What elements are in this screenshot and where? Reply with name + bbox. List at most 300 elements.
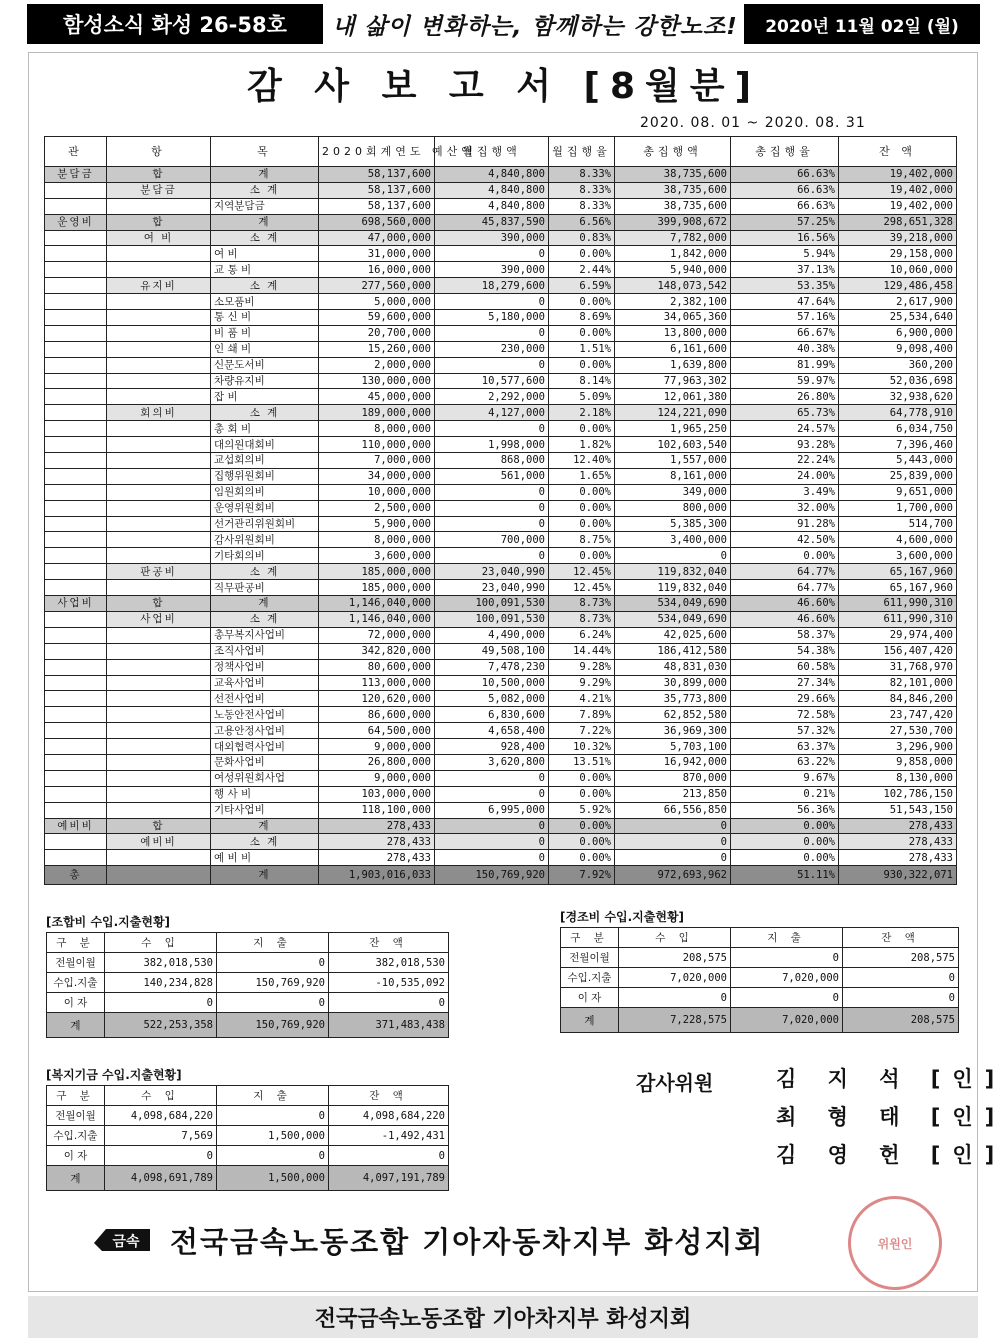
- table-cell: 277,560,000: [319, 278, 435, 294]
- table-cell: 0: [329, 993, 449, 1013]
- table-cell: 계: [211, 214, 319, 230]
- table-cell: 1.82%: [549, 437, 615, 453]
- table-cell: 8,130,000: [839, 770, 957, 786]
- table-cell: 0: [435, 850, 549, 866]
- table-cell: 8.33%: [549, 198, 615, 214]
- subtotal-row: [45, 230, 957, 246]
- table-cell: 57.16%: [731, 310, 839, 326]
- table-cell: 534,049,690: [615, 611, 731, 627]
- table-row: [45, 389, 957, 405]
- table-cell: 5.92%: [549, 802, 615, 818]
- table-row: [45, 373, 957, 389]
- table-cell: 5,385,300: [615, 516, 731, 532]
- table-cell: 6,830,600: [435, 707, 549, 723]
- table-cell: 72,000,000: [319, 627, 435, 643]
- column-header: 구 분: [47, 933, 105, 953]
- table-cell: 32,938,620: [839, 389, 957, 405]
- column-header: 월집행액: [435, 137, 549, 167]
- table-cell: 2,000,000: [319, 357, 435, 373]
- table-cell: 3,620,800: [435, 754, 549, 770]
- table-cell: 0: [731, 988, 843, 1008]
- table-cell: 119,832,040: [615, 580, 731, 596]
- table-cell: 102,786,150: [839, 786, 957, 802]
- table-cell: 0.00%: [549, 500, 615, 516]
- auditor-name: 김 영 헌 [인]: [776, 1143, 1007, 1167]
- table-cell: 문화사업비: [211, 754, 319, 770]
- table-cell: [45, 532, 107, 548]
- table-cell: 58,137,600: [319, 167, 435, 183]
- table-cell: 7,396,460: [839, 437, 957, 453]
- table-cell: 278,433: [839, 818, 957, 834]
- table-cell: [45, 373, 107, 389]
- table-cell: 차량유지비: [211, 373, 319, 389]
- table-cell: 계: [47, 1166, 105, 1191]
- table-cell: 이 자: [47, 1146, 105, 1166]
- table-cell: 189,000,000: [319, 405, 435, 421]
- table-cell: 0: [615, 850, 731, 866]
- table-cell: 38,735,600: [615, 182, 731, 198]
- table-row: [45, 198, 957, 214]
- table-cell: [107, 627, 211, 643]
- table-cell: [45, 627, 107, 643]
- table-cell: [45, 294, 107, 310]
- table-cell: [107, 437, 211, 453]
- grand-total-row: [45, 866, 957, 885]
- table-cell: 100,091,530: [435, 596, 549, 612]
- table-cell: 1,146,040,000: [319, 611, 435, 627]
- table-cell: 0: [435, 818, 549, 834]
- table-cell: 교육사업비: [211, 675, 319, 691]
- table-row: [45, 325, 957, 341]
- table-row: [47, 1013, 449, 1038]
- table-cell: 119,832,040: [615, 564, 731, 580]
- table-cell: [107, 294, 211, 310]
- table-cell: 1,146,040,000: [319, 596, 435, 612]
- table-cell: [107, 850, 211, 866]
- table-cell: 64.77%: [731, 564, 839, 580]
- table-cell: 0.00%: [731, 548, 839, 564]
- table-cell: 4,840,800: [435, 198, 549, 214]
- table-cell: 8,000,000: [319, 421, 435, 437]
- table-cell: 운영비: [45, 214, 107, 230]
- table-cell: 561,000: [435, 468, 549, 484]
- table-cell: 57.25%: [731, 214, 839, 230]
- subtotal-row: [45, 405, 957, 421]
- column-header: 총집행율: [731, 137, 839, 167]
- table-cell: 51,543,150: [839, 802, 957, 818]
- table-cell: 소 계: [211, 278, 319, 294]
- table-row: [47, 993, 449, 1013]
- table-cell: [107, 691, 211, 707]
- table-cell: 기타회의비: [211, 548, 319, 564]
- table-cell: 8.14%: [549, 373, 615, 389]
- table-cell: 계: [211, 866, 319, 885]
- table-cell: 700,000: [435, 532, 549, 548]
- table-row: [45, 516, 957, 532]
- table-cell: 18,279,600: [435, 278, 549, 294]
- table-cell: 9.28%: [549, 659, 615, 675]
- table-row: [45, 580, 957, 596]
- table-row: [45, 723, 957, 739]
- table-cell: [45, 723, 107, 739]
- table-cell: 514,700: [839, 516, 957, 532]
- issue-date: 2020년 11월 02일 (월): [744, 4, 980, 44]
- table-cell: 0.00%: [549, 850, 615, 866]
- table-cell: [107, 802, 211, 818]
- table-cell: 전월이월: [47, 953, 105, 973]
- audit-table: [44, 136, 957, 885]
- table-cell: 8,161,000: [615, 468, 731, 484]
- table-row: [47, 1146, 449, 1166]
- table-cell: 66.63%: [731, 182, 839, 198]
- table-row: [45, 453, 957, 469]
- table-cell: 0: [435, 516, 549, 532]
- table-cell: 64,778,910: [839, 405, 957, 421]
- table-cell: 6,995,000: [435, 802, 549, 818]
- table-cell: 소 계: [211, 405, 319, 421]
- table-cell: 928,400: [435, 739, 549, 755]
- table-cell: 91.28%: [731, 516, 839, 532]
- table-cell: 1.65%: [549, 468, 615, 484]
- table-row: [45, 532, 957, 548]
- table-cell: 조직사업비: [211, 643, 319, 659]
- table-cell: 직무판공비: [211, 580, 319, 596]
- table-cell: 2,500,000: [319, 500, 435, 516]
- table-cell: [45, 389, 107, 405]
- table-cell: 7,020,000: [731, 1008, 843, 1033]
- table-cell: 12,061,380: [615, 389, 731, 405]
- table-cell: 4,658,400: [435, 723, 549, 739]
- table-cell: 3,600,000: [319, 548, 435, 564]
- table-cell: [107, 246, 211, 262]
- table-cell: 유지비: [107, 278, 211, 294]
- table-cell: 278,433: [839, 850, 957, 866]
- table-cell: 278,433: [319, 834, 435, 850]
- table-cell: 8.33%: [549, 182, 615, 198]
- table-cell: 0: [329, 1146, 449, 1166]
- table-cell: 7,782,000: [615, 230, 731, 246]
- table-cell: 120,620,000: [319, 691, 435, 707]
- table-cell: 65,167,960: [839, 580, 957, 596]
- table-cell: 통 신 비: [211, 310, 319, 326]
- table-cell: 0.00%: [549, 548, 615, 564]
- table-cell: 0: [435, 325, 549, 341]
- table-cell: 소 계: [211, 182, 319, 198]
- table-cell: 5,703,100: [615, 739, 731, 755]
- table-cell: 103,000,000: [319, 786, 435, 802]
- table-row: [45, 437, 957, 453]
- auditor-name: 최 형 태 [인]: [776, 1105, 1007, 1129]
- table-cell: 예비비: [107, 834, 211, 850]
- table-cell: [45, 341, 107, 357]
- table-cell: 1,965,250: [615, 421, 731, 437]
- table-row: [45, 770, 957, 786]
- column-header: 수 입: [105, 1086, 217, 1106]
- table-cell: 86,600,000: [319, 707, 435, 723]
- table-cell: 총 회 비: [211, 421, 319, 437]
- table-cell: 합: [107, 167, 211, 183]
- table-row: [47, 1106, 449, 1126]
- table-cell: 0: [105, 993, 217, 1013]
- column-header: 목: [211, 137, 319, 167]
- subtotal-row: [45, 611, 957, 627]
- table-cell: 0.00%: [549, 294, 615, 310]
- table-cell: 지역분담금: [211, 198, 319, 214]
- table-cell: [45, 310, 107, 326]
- table-cell: [107, 659, 211, 675]
- table-cell: 31,768,970: [839, 659, 957, 675]
- table-cell: 소 계: [211, 230, 319, 246]
- table-row: [45, 484, 957, 500]
- table-cell: 4,600,000: [839, 532, 957, 548]
- table-cell: 0: [731, 948, 843, 968]
- table-cell: [107, 453, 211, 469]
- table-cell: 58,137,600: [319, 198, 435, 214]
- table-cell: 8.73%: [549, 596, 615, 612]
- union-fund-section: [46, 913, 449, 1038]
- table-cell: 분담금: [45, 167, 107, 183]
- table-cell: 36,969,300: [615, 723, 731, 739]
- table-cell: 698,560,000: [319, 214, 435, 230]
- table-cell: 1,903,016,033: [319, 866, 435, 885]
- table-cell: 51.11%: [731, 866, 839, 885]
- table-row: [45, 627, 957, 643]
- table-cell: 이 자: [47, 993, 105, 1013]
- table-cell: 64,500,000: [319, 723, 435, 739]
- table-cell: 5,900,000: [319, 516, 435, 532]
- table-cell: 0: [435, 786, 549, 802]
- table-cell: [45, 325, 107, 341]
- table-cell: 0.00%: [549, 834, 615, 850]
- table-cell: 6,034,750: [839, 421, 957, 437]
- subtotal-row: [45, 834, 957, 850]
- table-cell: 390,000: [435, 262, 549, 278]
- table-cell: 9,858,000: [839, 754, 957, 770]
- table-cell: 868,000: [435, 453, 549, 469]
- table-cell: 45,837,590: [435, 214, 549, 230]
- column-header: 잔 액: [843, 928, 959, 948]
- table-cell: 20,700,000: [319, 325, 435, 341]
- table-row: [47, 973, 449, 993]
- table-cell: 23,040,990: [435, 564, 549, 580]
- table-cell: 분담금: [107, 182, 211, 198]
- union-fund-caption: [조합비 수입.지출현황]: [46, 915, 171, 929]
- table-cell: 113,000,000: [319, 675, 435, 691]
- table-cell: [107, 739, 211, 755]
- table-cell: [45, 643, 107, 659]
- table-cell: 수입.지출: [47, 973, 105, 993]
- table-cell: [45, 357, 107, 373]
- table-row: [45, 659, 957, 675]
- table-cell: 800,000: [615, 500, 731, 516]
- table-cell: 계: [211, 167, 319, 183]
- table-cell: 185,000,000: [319, 564, 435, 580]
- table-cell: 49,508,100: [435, 643, 549, 659]
- table-cell: 총무복지사업비: [211, 627, 319, 643]
- table-cell: 42.50%: [731, 532, 839, 548]
- table-cell: 208,575: [619, 948, 731, 968]
- table-cell: 0: [615, 548, 731, 564]
- table-cell: 0: [843, 968, 959, 988]
- table-cell: 사업비: [107, 611, 211, 627]
- table-cell: 0: [435, 357, 549, 373]
- category-total-row: [45, 596, 957, 612]
- table-cell: 93.28%: [731, 437, 839, 453]
- table-row: [561, 948, 959, 968]
- union-fund-table: [46, 932, 449, 1038]
- table-cell: 82,101,000: [839, 675, 957, 691]
- table-cell: 40.38%: [731, 341, 839, 357]
- category-total-row: [45, 167, 957, 183]
- table-cell: 118,100,000: [319, 802, 435, 818]
- table-cell: 6,161,600: [615, 341, 731, 357]
- table-cell: 1,500,000: [217, 1126, 329, 1146]
- table-cell: 행 사 비: [211, 786, 319, 802]
- table-cell: [107, 310, 211, 326]
- official-seal-icon: 위원인: [848, 1196, 942, 1290]
- table-cell: 0.00%: [549, 484, 615, 500]
- table-cell: 230,000: [435, 341, 549, 357]
- table-cell: 19,402,000: [839, 167, 957, 183]
- column-header: 관: [45, 137, 107, 167]
- category-total-row: [45, 818, 957, 834]
- table-cell: 0: [843, 988, 959, 1008]
- table-cell: 1,639,800: [615, 357, 731, 373]
- table-cell: 선거관리위원회비: [211, 516, 319, 532]
- table-row: [45, 707, 957, 723]
- slogan: 내 삶이 변화하는, 함께하는 강한노조!: [332, 13, 738, 40]
- table-cell: 611,990,310: [839, 611, 957, 627]
- table-cell: 53.35%: [731, 278, 839, 294]
- table-cell: [107, 262, 211, 278]
- table-row: [45, 246, 957, 262]
- table-cell: 0: [435, 246, 549, 262]
- table-cell: 65,167,960: [839, 564, 957, 580]
- table-cell: 278,433: [319, 850, 435, 866]
- table-cell: 66.63%: [731, 167, 839, 183]
- audit-table-header: [45, 137, 957, 167]
- table-cell: [107, 421, 211, 437]
- table-cell: [45, 246, 107, 262]
- table-cell: [107, 723, 211, 739]
- table-cell: 27,530,700: [839, 723, 957, 739]
- union-logo-icon: [92, 1223, 152, 1257]
- table-cell: 19,402,000: [839, 182, 957, 198]
- table-cell: 대외협력사업비: [211, 739, 319, 755]
- table-cell: [107, 770, 211, 786]
- table-cell: 64.77%: [731, 580, 839, 596]
- table-cell: -10,535,092: [329, 973, 449, 993]
- table-cell: 0.00%: [549, 421, 615, 437]
- table-cell: 382,018,530: [105, 953, 217, 973]
- table-cell: 13.51%: [549, 754, 615, 770]
- table-cell: 12.45%: [549, 564, 615, 580]
- table-cell: 5,940,000: [615, 262, 731, 278]
- table-cell: 계: [211, 818, 319, 834]
- table-cell: [45, 198, 107, 214]
- column-header: 항: [107, 137, 211, 167]
- column-header: 지 출: [217, 933, 329, 953]
- table-cell: 노동안전사업비: [211, 707, 319, 723]
- column-header: 수 입: [105, 933, 217, 953]
- table-cell: 0.00%: [731, 834, 839, 850]
- subtotal-row: [45, 182, 957, 198]
- table-cell: 32.00%: [731, 500, 839, 516]
- table-cell: 8.33%: [549, 167, 615, 183]
- table-cell: 판공비: [107, 564, 211, 580]
- table-cell: 16.56%: [731, 230, 839, 246]
- column-header: 잔 액: [329, 1086, 449, 1106]
- table-cell: [45, 516, 107, 532]
- table-cell: 77,963,302: [615, 373, 731, 389]
- subtotal-row: [45, 278, 957, 294]
- table-cell: 5,180,000: [435, 310, 549, 326]
- table-cell: [45, 659, 107, 675]
- table-cell: 156,407,420: [839, 643, 957, 659]
- table-cell: 10,060,000: [839, 262, 957, 278]
- table-cell: 35,773,800: [615, 691, 731, 707]
- table-cell: 150,769,920: [217, 1013, 329, 1038]
- table-cell: 930,322,071: [839, 866, 957, 885]
- table-cell: 150,769,920: [435, 866, 549, 885]
- table-cell: 38,735,600: [615, 167, 731, 183]
- table-cell: 9,000,000: [319, 770, 435, 786]
- table-cell: 비 품 비: [211, 325, 319, 341]
- table-cell: 0: [615, 818, 731, 834]
- table-cell: [45, 675, 107, 691]
- table-cell: [45, 802, 107, 818]
- table-row: [45, 341, 957, 357]
- condolence-fund-section: [560, 908, 959, 1033]
- table-cell: 정책사업비: [211, 659, 319, 675]
- table-cell: 0: [435, 421, 549, 437]
- table-cell: 31,000,000: [319, 246, 435, 262]
- table-cell: 4,098,684,220: [105, 1106, 217, 1126]
- column-header: 수 입: [619, 928, 731, 948]
- table-cell: 0: [217, 1146, 329, 1166]
- table-cell: 124,221,090: [615, 405, 731, 421]
- table-cell: 잡 비: [211, 389, 319, 405]
- table-cell: 52,036,698: [839, 373, 957, 389]
- table-cell: 5.94%: [731, 246, 839, 262]
- table-cell: 399,908,672: [615, 214, 731, 230]
- table-cell: 34,065,360: [615, 310, 731, 326]
- table-cell: 140,234,828: [105, 973, 217, 993]
- table-cell: 38,735,600: [615, 198, 731, 214]
- table-cell: 0: [217, 1106, 329, 1126]
- table-cell: 60.58%: [731, 659, 839, 675]
- table-cell: 84,846,200: [839, 691, 957, 707]
- table-cell: 5,082,000: [435, 691, 549, 707]
- table-cell: 6.24%: [549, 627, 615, 643]
- table-cell: 7,020,000: [731, 968, 843, 988]
- table-cell: 150,769,920: [217, 973, 329, 993]
- table-cell: 34,000,000: [319, 468, 435, 484]
- table-cell: 62,852,580: [615, 707, 731, 723]
- table-cell: 63.22%: [731, 754, 839, 770]
- table-cell: 인 쇄 비: [211, 341, 319, 357]
- table-cell: 총: [45, 866, 107, 885]
- table-row: [45, 691, 957, 707]
- table-cell: 25,534,640: [839, 310, 957, 326]
- table-cell: 7,000,000: [319, 453, 435, 469]
- table-cell: 522,253,358: [105, 1013, 217, 1038]
- table-cell: [45, 468, 107, 484]
- table-cell: 8,000,000: [319, 532, 435, 548]
- table-cell: 8.69%: [549, 310, 615, 326]
- table-cell: [45, 850, 107, 866]
- table-cell: 100,091,530: [435, 611, 549, 627]
